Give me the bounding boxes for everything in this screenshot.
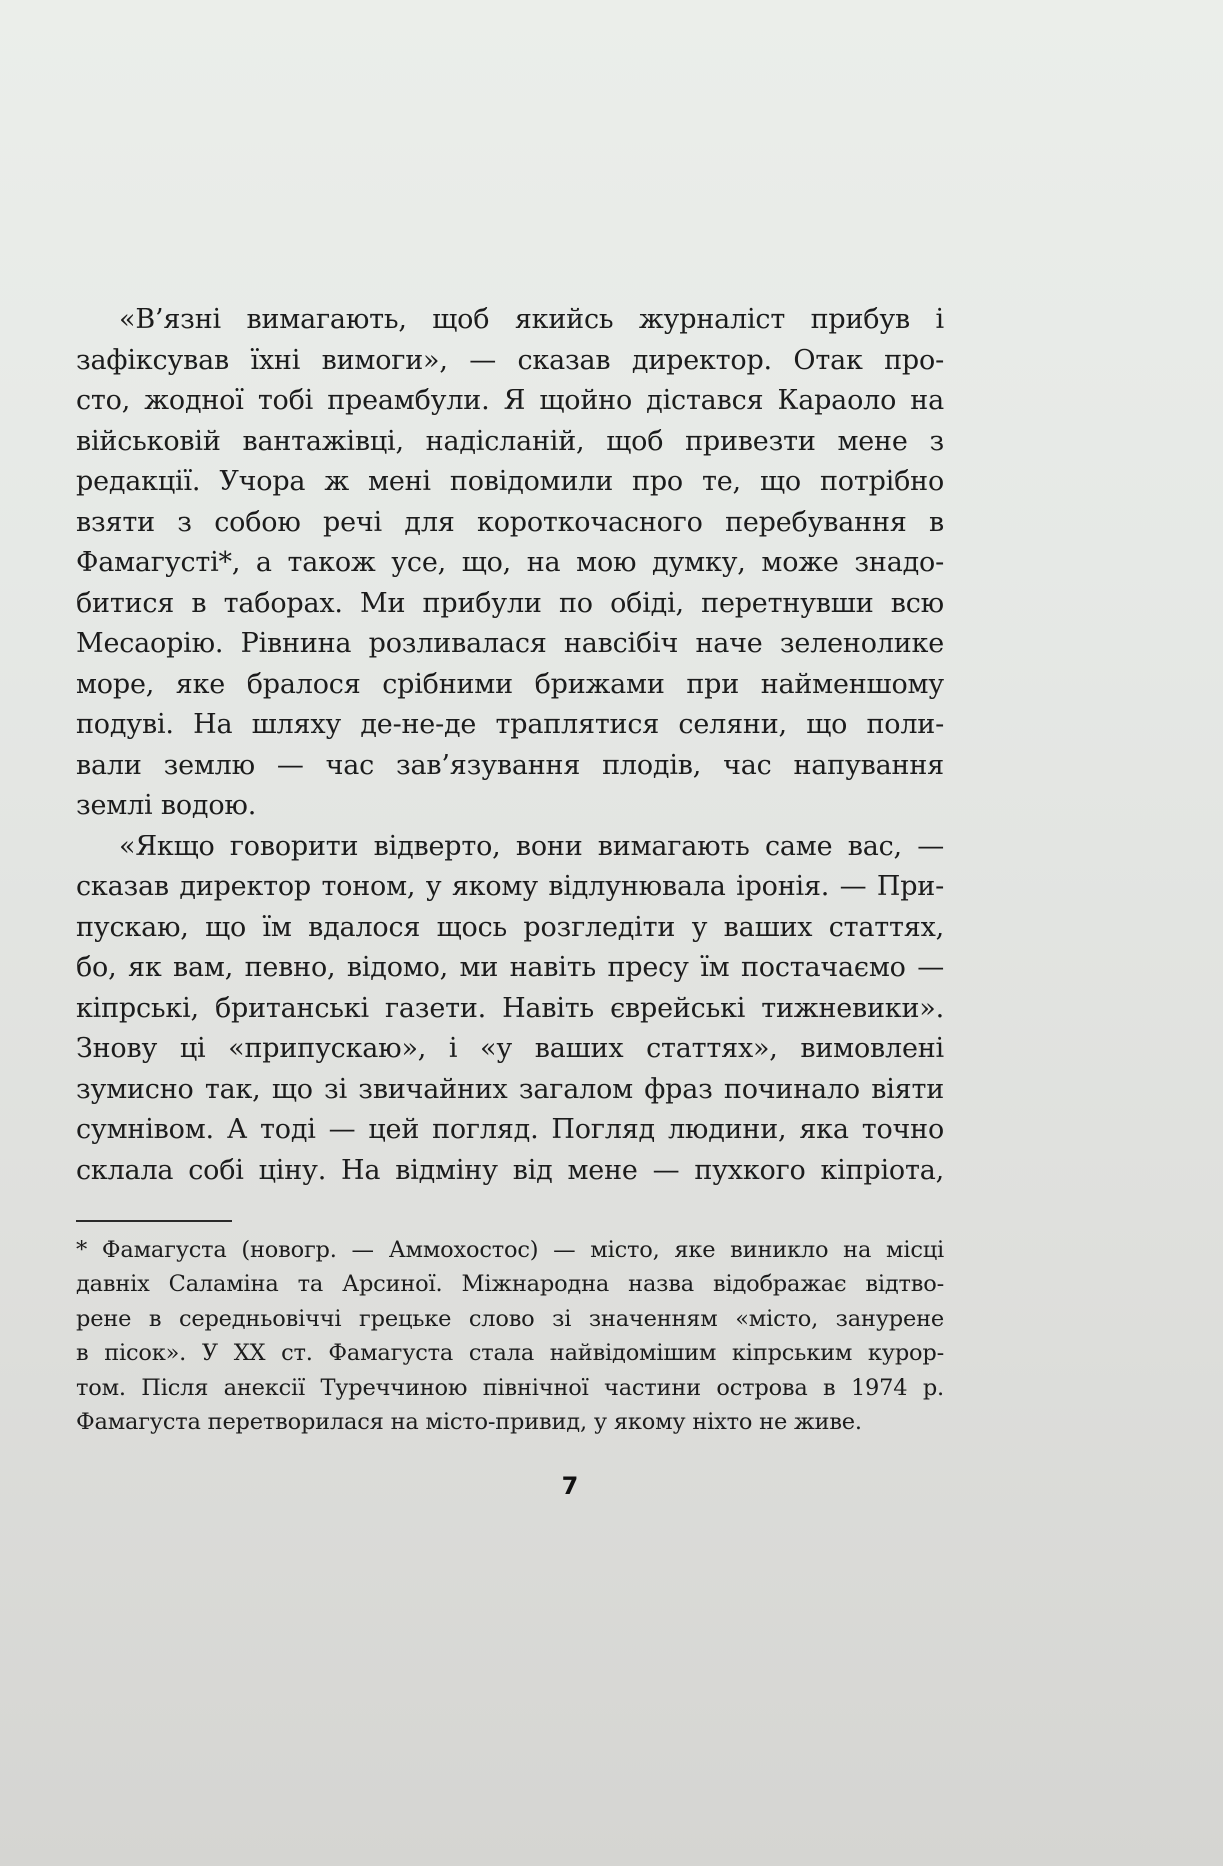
text-line: подуві. На шляху де-не-де траплятися селяни, що поли- (76, 709, 944, 740)
footnote-line: в пісок». У ХХ ст. Фамагуста стала найвідомішим кіпрським курор- (76, 1340, 944, 1367)
text-line: море, яке бралося срібними брижами при найменшому (76, 668, 944, 700)
text-line: Знову ці «припускаю», і «у ваших статтях», вимовлені (76, 1033, 944, 1064)
page-number: 7 (561, 1472, 579, 1500)
footnote-line: том. Після анексії Туреччиною північної частини острова в 1974 р. (76, 1374, 944, 1401)
text-line: зумисно так, що зі звичайних загалом фраз починало віяти (76, 1073, 944, 1105)
text-line: сумнівом. А тоді — цей погляд. Погляд людини, яка точно (76, 1114, 944, 1145)
text-line: військовій вантажівці, надісланій, щоб привезти мене з (76, 425, 944, 457)
text-line: вали землю — час зав’язування плодів, час напування (76, 749, 944, 781)
footnote-line: Фамагуста перетворилася на місто-привид, у якому ніхто не живе. (76, 1408, 862, 1435)
text-line: склала собі ціну. На відміну від мене — пухкого кіпріота, (76, 1154, 944, 1186)
text-line: Фамагусті*, а також усе, що, на мою думку, може знадо- (76, 547, 944, 578)
text-line: «В’язні вимагають, щоб якийсь журналіст прибув і (119, 304, 944, 335)
main-text (76, 300, 944, 1191)
text-line: редакції. Учора ж мені повідомили про те, що потрібно (76, 466, 944, 497)
text-line: сказав директор тоном, у якому відлунювала іронія. — При- (76, 871, 944, 902)
footnote-line: * Фамагуста (новогр. — Аммохостос) — місто, яке виникло на місці (76, 1237, 944, 1263)
text-line: взяти з собою речі для короткочасного перебування в (76, 506, 944, 538)
text-line: сто, жодної тобі преамбули. Я щойно дістався Караоло на (76, 385, 944, 416)
footnote-divider (76, 1220, 232, 1222)
text-line: пускаю, що їм вдалося щось розгледіти у ваших статтях, (76, 911, 944, 943)
text-line: кіпрські, британські газети. Навіть єврейські тижневики». (76, 992, 944, 1024)
footnote-line: давніх Саламіна та Арсиної. Міжнародна назва відображає відтво- (76, 1271, 944, 1298)
text-line: Месаорію. Рівнина розливалася навсібіч наче зеленолике (76, 628, 944, 659)
text-line: бо, як вам, певно, відомо, ми навіть пресу їм постачаємо — (76, 952, 944, 983)
footnote (76, 1233, 944, 1439)
text-line: «Якщо говорити відверто, вони вимагають саме вас, — (119, 830, 944, 862)
footnote-line: рене в середньовіччі грецьке слово зі значенням «місто, занурене (76, 1305, 944, 1332)
text-line: битися в таборах. Ми прибули по обіді, перетнувши всю (76, 587, 944, 619)
text-line: зафіксував їхні вимоги», — сказав директор. Отак про- (76, 344, 944, 376)
text-line: землі водою. (76, 790, 257, 821)
